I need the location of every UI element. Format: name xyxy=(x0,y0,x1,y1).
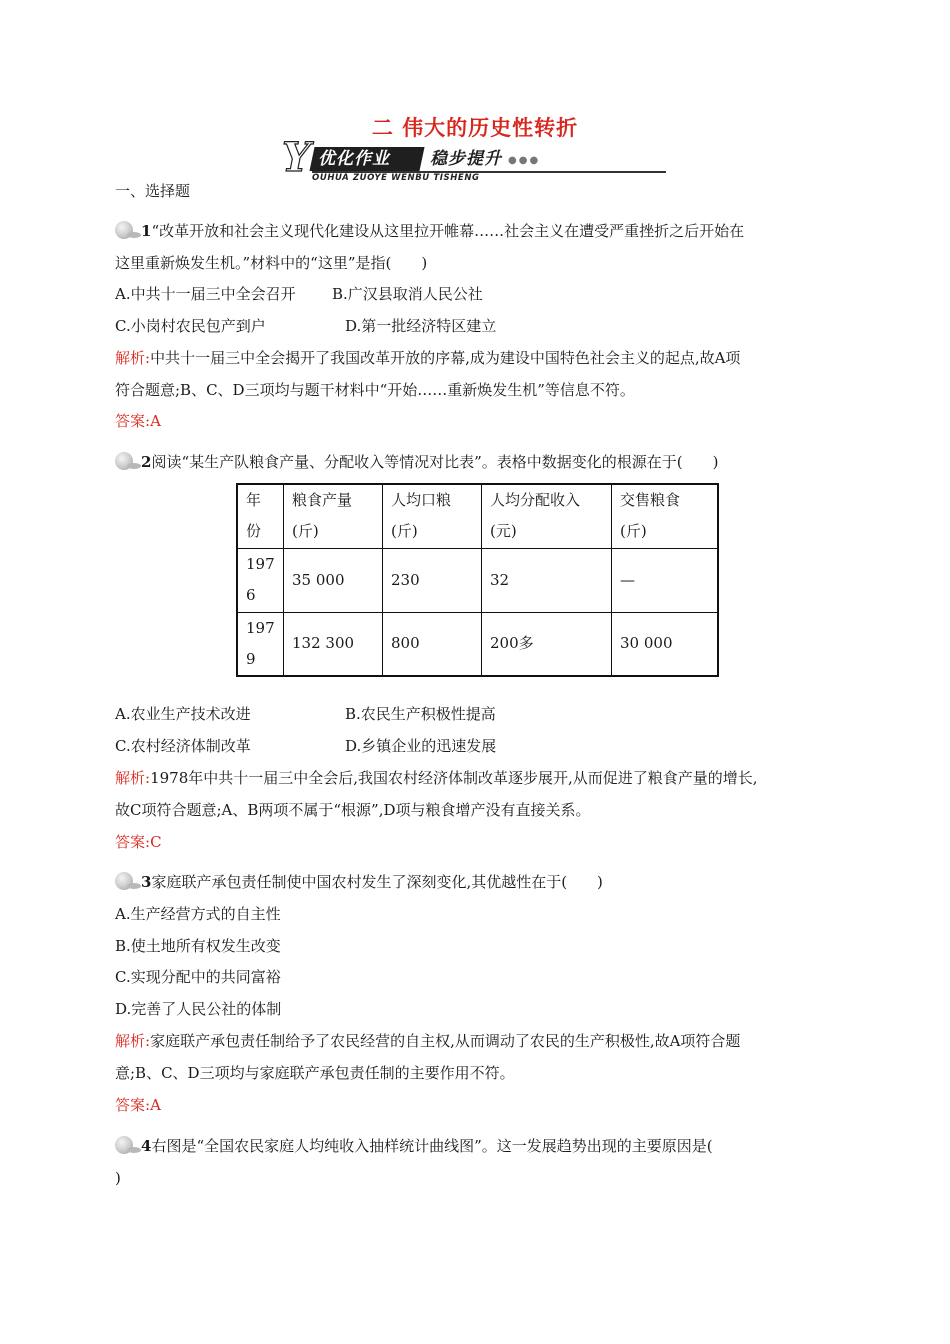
table-cell: 35 000 xyxy=(284,548,383,612)
table-header-cell: 人均分配收入 (元) xyxy=(482,484,612,548)
question-stem-line: 这里重新焕发生机。”材料中的“这里”是指( ) xyxy=(115,254,428,272)
practice-banner xyxy=(282,134,666,184)
question-4-stem xyxy=(115,1136,713,1156)
question-stem-line: 右图是“全国农民家庭人均纯收入抽样统计曲线图”。这一发展趋势出现的主要原因是( xyxy=(151,1137,713,1155)
option-b: B.农民生产积极性提高 xyxy=(345,705,496,723)
option-b: B.使土地所有权发生改变 xyxy=(115,937,281,955)
question-3-stem xyxy=(115,872,603,892)
question-bullet-icon xyxy=(115,1136,139,1154)
table-cell: 800 xyxy=(383,612,482,676)
option-d: D.第一批经济特区建立 xyxy=(345,317,497,335)
table-cell: — xyxy=(612,548,719,612)
question-stem-line: 家庭联产承包责任制使中国农村发生了深刻变化,其优越性在于( ) xyxy=(151,873,603,891)
question-2-stem xyxy=(115,452,718,472)
answer-label: 答案: xyxy=(115,1096,151,1114)
analysis-label: 解析: xyxy=(115,349,151,367)
question-stem-line: 阅读“某生产队粮食产量、分配收入等情况对比表”。表格中数据变化的根源在于( ) xyxy=(151,453,719,471)
table-cell: 230 xyxy=(383,548,482,612)
analysis-line: 解析:家庭联产承包责任制给予了农民经营的自主权,从而调动了农民的生产积极性,故A项符合题 xyxy=(115,1032,741,1050)
section-heading: 一、选择题 xyxy=(115,182,191,200)
question-bullet-icon xyxy=(115,221,139,239)
answer-line xyxy=(115,411,161,431)
table-cell: 30 000 xyxy=(612,612,719,676)
banner-text-optimize: 优化作业 xyxy=(318,149,390,169)
table-cell-year: 197 6 xyxy=(237,548,284,612)
table-header-cell: 粮食产量 (斤) xyxy=(284,484,383,548)
question-stem-line: “改革开放和社会主义现代化建设从这里拉开帷幕……社会主义在遭受严重挫折之后开始在 xyxy=(151,222,745,240)
table-header-cell: 年 份 xyxy=(237,484,284,548)
answer-line xyxy=(115,1095,161,1115)
answer-value: A xyxy=(150,412,161,430)
table-cell: 132 300 xyxy=(284,612,383,676)
analysis-label: 解析: xyxy=(115,769,151,787)
table-cell: 32 xyxy=(482,548,612,612)
table-header-row xyxy=(237,484,718,548)
option-c: C.实现分配中的共同富裕 xyxy=(115,968,281,986)
answer-line xyxy=(115,832,162,852)
question-number: 4 xyxy=(141,1137,152,1155)
answer-value: A xyxy=(150,1096,161,1114)
analysis-line: 解析:中共十一届三中全会揭开了我国改革开放的序幕,成为建设中国特色社会主义的起点,故A项 xyxy=(115,349,741,367)
answer-value: C xyxy=(150,833,162,851)
banner-letter: Y xyxy=(282,134,311,181)
option-d: D.乡镇企业的迅速发展 xyxy=(345,737,497,755)
option-c: C.小岗村农民包产到户 xyxy=(115,317,266,335)
option-a: A.生产经营方式的自主性 xyxy=(115,905,281,923)
comparison-table xyxy=(236,483,719,677)
banner-subtitle: OUHUA ZUOYE WENBU TISHENG xyxy=(312,173,480,183)
analysis-line: 符合题意;B、C、D三项均与题干材料中“开始……重新焕发生机”等信息不符。 xyxy=(115,381,635,399)
table-header-cell: 人均口粮 (斤) xyxy=(383,484,482,548)
option-a: A.中共十一届三中全会召开 xyxy=(115,285,296,303)
banner-dots: ●●● xyxy=(508,155,541,166)
question-bullet-icon xyxy=(115,872,139,890)
option-a: A.农业生产技术改进 xyxy=(115,705,251,723)
question-number: 1 xyxy=(141,222,152,240)
question-bullet-icon xyxy=(115,452,139,470)
table-row xyxy=(237,612,718,676)
analysis-line: 意;B、C、D三项均与家庭联产承包责任制的主要作用不符。 xyxy=(115,1064,515,1082)
analysis-label: 解析: xyxy=(115,1032,151,1050)
table-header-cell: 交售粮食 (斤) xyxy=(612,484,719,548)
question-1-stem xyxy=(115,221,744,241)
table-cell-year: 197 9 xyxy=(237,612,284,676)
option-b: B.广汉县取消人民公社 xyxy=(332,285,483,303)
table-row xyxy=(237,548,718,612)
table-cell: 200多 xyxy=(482,612,612,676)
answer-label: 答案: xyxy=(115,412,151,430)
question-stem-line: ) xyxy=(115,1169,121,1187)
question-number: 3 xyxy=(141,873,152,891)
analysis-line: 解析:1978年中共十一届三中全会后,我国农村经济体制改革逐步展开,从而促进了粮食产量的增长, xyxy=(115,769,758,787)
banner-text-steady: 稳步提升 xyxy=(430,149,502,169)
answer-label: 答案: xyxy=(115,833,151,851)
option-d: D.完善了人民公社的体制 xyxy=(115,1000,282,1018)
analysis-line: 故C项符合题意;A、B两项不属于“根源”,D项与粮食增产没有直接关系。 xyxy=(115,801,591,819)
question-number: 2 xyxy=(141,453,152,471)
page-title: 二 伟大的历史性转折 xyxy=(371,116,579,140)
option-c: C.农村经济体制改革 xyxy=(115,737,251,755)
